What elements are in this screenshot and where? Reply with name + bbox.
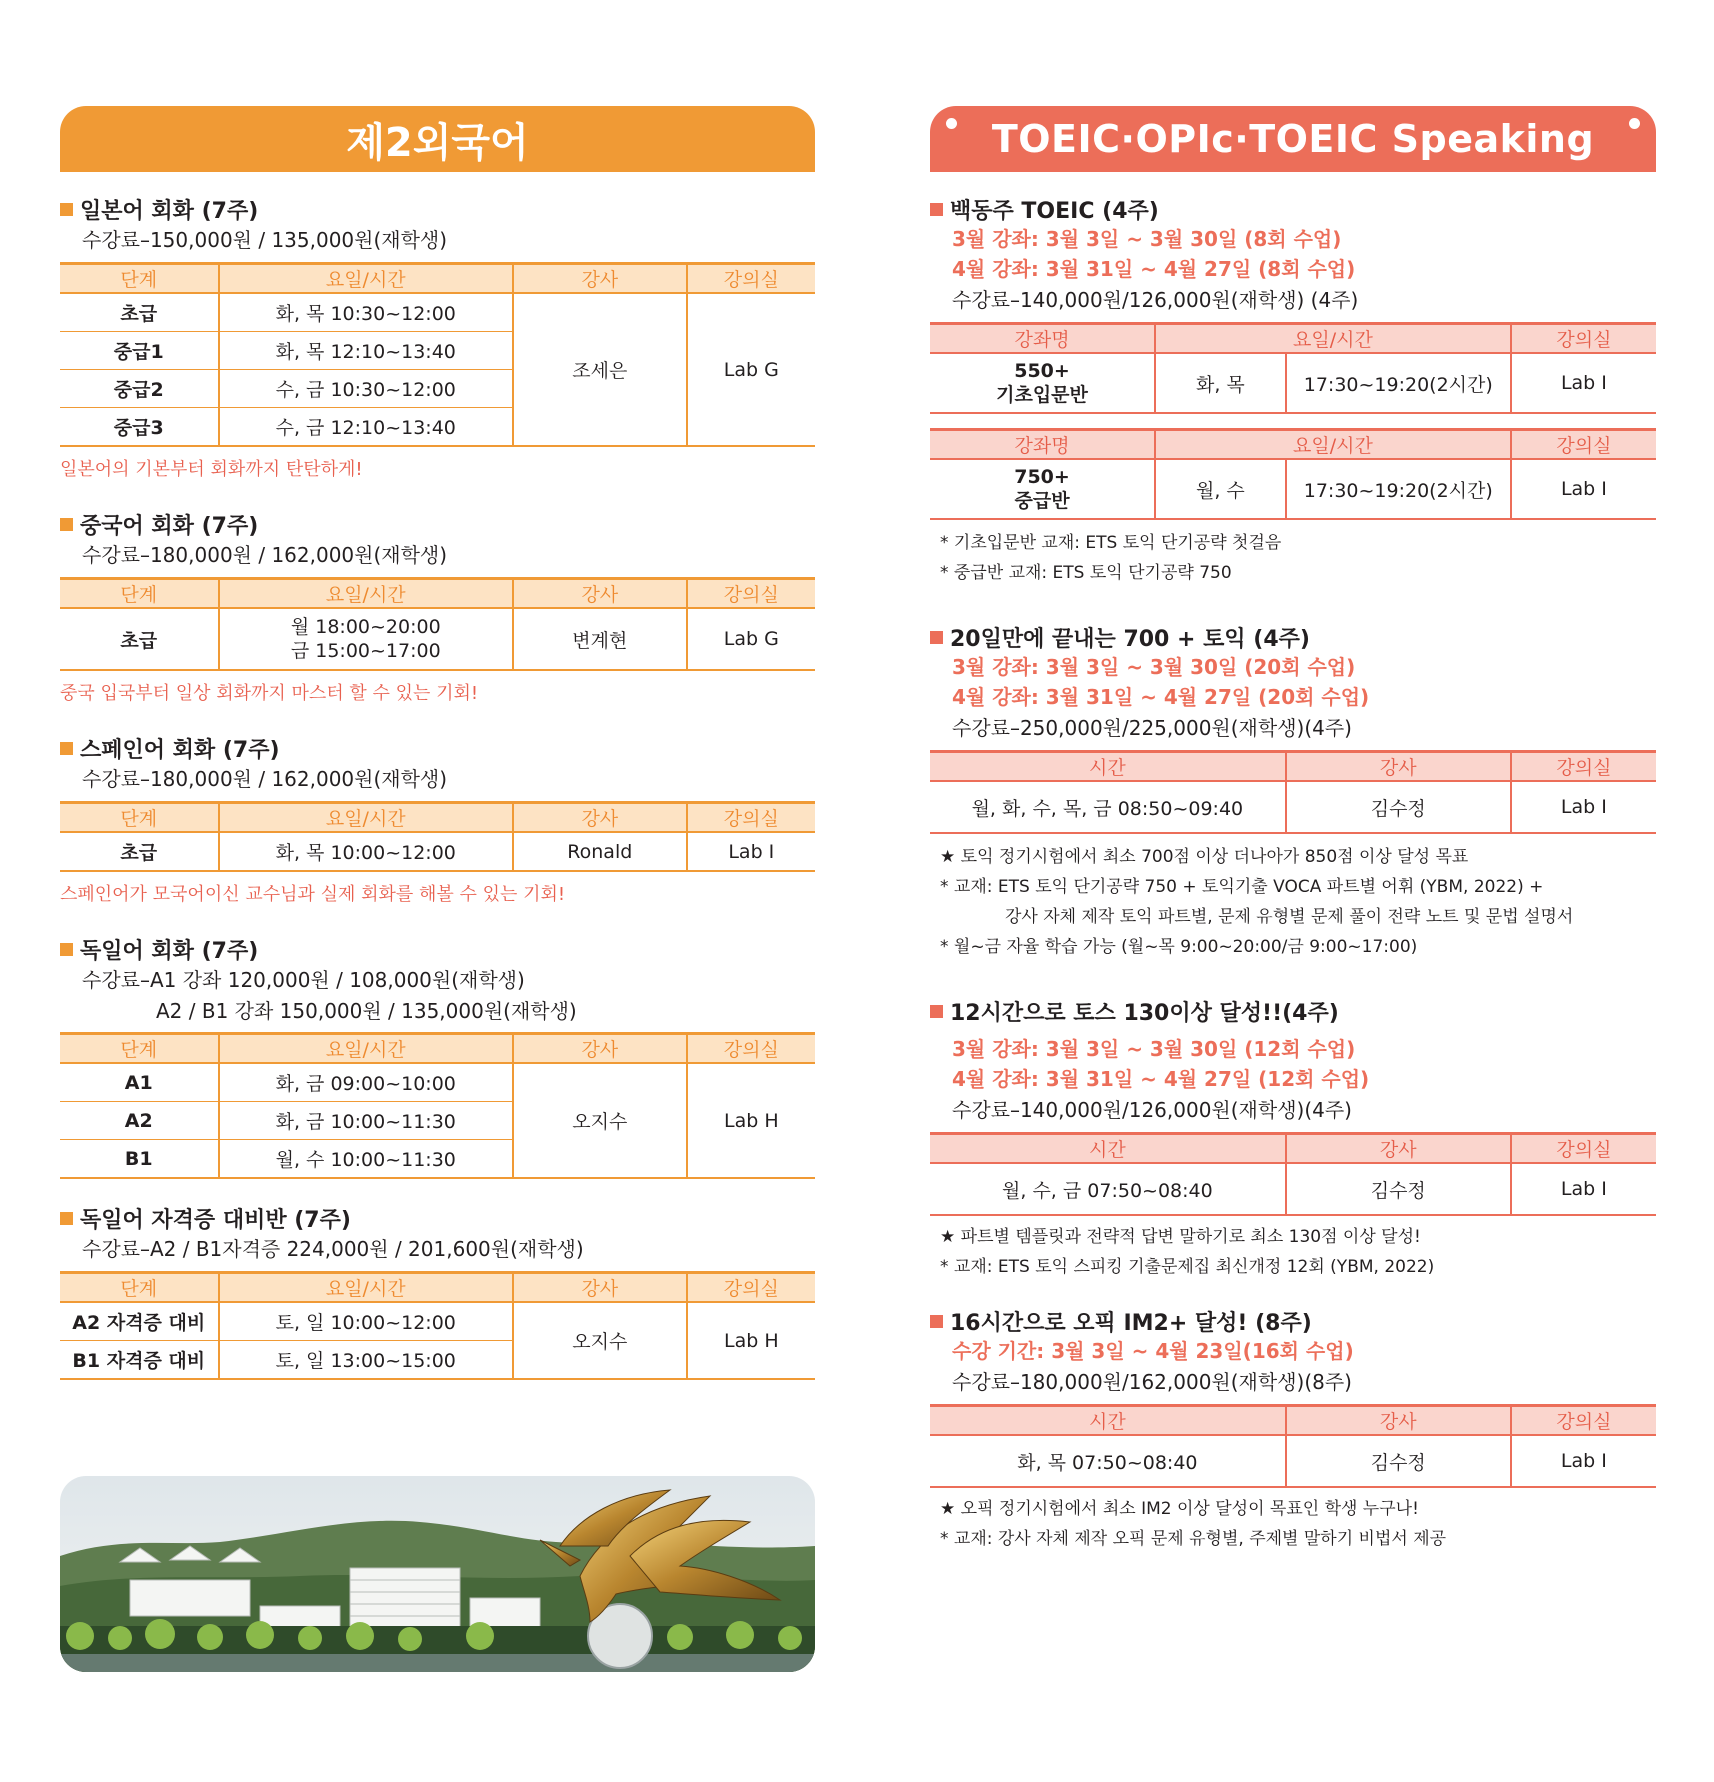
foreign-language-column bbox=[60, 106, 815, 1380]
col-header: 강사 bbox=[513, 803, 687, 833]
col-header: 강의실 bbox=[687, 264, 815, 294]
toeic700-section bbox=[930, 622, 1656, 962]
note-text: * 교재: 강사 자체 제작 오픽 문제 유형별, 주제별 말하기 비법서 제공 bbox=[940, 1529, 1447, 1549]
room-cell: Lab I bbox=[687, 832, 815, 871]
col-header: 요일/시간 bbox=[219, 1034, 513, 1064]
col-header: 강사 bbox=[513, 1034, 687, 1064]
table-row bbox=[60, 1063, 815, 1102]
section-title: 스페인어 회화 (7주) bbox=[80, 737, 280, 763]
col-header: 강의실 bbox=[1511, 1134, 1656, 1164]
time-cell: 토, 일 10:00~12:00 bbox=[219, 1302, 513, 1341]
time-line: 금 15:00~17:00 bbox=[290, 640, 441, 662]
table-row bbox=[60, 608, 815, 670]
campus-photo bbox=[60, 1476, 815, 1672]
course-name: 750+ bbox=[1014, 466, 1070, 488]
table-row bbox=[930, 353, 1656, 413]
note-text: ★ 오픽 정기시험에서 최소 IM2 이상 달성이 목표인 학생 누구나! bbox=[940, 1499, 1419, 1519]
teacher-cell: 조세은 bbox=[513, 293, 687, 446]
level-cell: 중급3 bbox=[60, 408, 219, 447]
chinese-section bbox=[60, 509, 815, 705]
table-row bbox=[930, 1435, 1656, 1487]
bullet-square-icon bbox=[60, 742, 73, 755]
course-name: 기초입문반 bbox=[996, 384, 1088, 406]
bullet-square-icon bbox=[60, 203, 73, 216]
teacher-cell: 김수정 bbox=[1286, 1163, 1511, 1215]
col-header: 강의실 bbox=[1511, 752, 1656, 782]
room-cell: Lab I bbox=[1511, 1163, 1656, 1215]
teacher-cell: 오지수 bbox=[513, 1302, 687, 1379]
time-cell: 토, 일 13:00~15:00 bbox=[219, 1341, 513, 1380]
course-name: 550+ bbox=[1014, 360, 1070, 382]
german-cert-table bbox=[60, 1271, 815, 1380]
banner-dot-icon bbox=[946, 118, 957, 129]
table-row bbox=[930, 1163, 1656, 1215]
days-cell: 화, 목 bbox=[1155, 353, 1286, 413]
toeic-table-intermediate bbox=[930, 428, 1656, 520]
section-title: 독일어 회화 (7주) bbox=[80, 938, 259, 964]
bullet-square-icon bbox=[930, 631, 943, 644]
toeic-section bbox=[930, 194, 1656, 588]
col-header: 요일/시간 bbox=[219, 1273, 513, 1303]
table-row bbox=[60, 293, 815, 332]
room-cell: Lab G bbox=[687, 608, 815, 670]
col-header: 요일/시간 bbox=[219, 264, 513, 294]
level-cell: A2 bbox=[60, 1102, 219, 1140]
level-cell: 중급2 bbox=[60, 370, 219, 408]
time-cell: 17:30~19:20(2시간) bbox=[1286, 459, 1511, 519]
toeic-speaking-section bbox=[930, 996, 1656, 1282]
spanish-section bbox=[60, 733, 815, 906]
course-name: 중급반 bbox=[1014, 490, 1070, 512]
section-title: 중국어 회화 (7주) bbox=[80, 513, 259, 539]
spanish-table bbox=[60, 801, 815, 872]
toeic700-table bbox=[930, 750, 1656, 834]
col-header: 요일/시간 bbox=[219, 803, 513, 833]
japanese-section bbox=[60, 194, 815, 481]
col-header: 단계 bbox=[60, 1034, 219, 1064]
fee-text: 수강료–A1 강좌 120,000원 / 108,000원(재학생) bbox=[82, 968, 525, 992]
level-cell: 초급 bbox=[60, 293, 219, 332]
time-cell: 화, 목 10:00~12:00 bbox=[219, 832, 513, 871]
bullet-square-icon bbox=[930, 203, 943, 216]
time-cell: 월, 화, 수, 목, 금 08:50~09:40 bbox=[930, 781, 1286, 833]
col-header: 강의실 bbox=[687, 1273, 815, 1303]
bullet-square-icon bbox=[930, 1315, 943, 1328]
german-section bbox=[60, 934, 815, 1179]
col-header: 단계 bbox=[60, 579, 219, 609]
bullet-square-icon bbox=[930, 1005, 943, 1018]
col-header: 시간 bbox=[930, 1134, 1286, 1164]
teacher-cell: 김수정 bbox=[1286, 781, 1511, 833]
col-header: 시간 bbox=[930, 1406, 1286, 1436]
schedule-text: 3월 강좌: 3월 3일 ~ 3월 30일 (20회 수업) bbox=[952, 655, 1356, 679]
table-row bbox=[60, 1302, 815, 1341]
time-cell: 화, 목 10:30~12:00 bbox=[219, 293, 513, 332]
german-table bbox=[60, 1032, 815, 1179]
table-row bbox=[930, 781, 1656, 833]
time-cell bbox=[219, 608, 513, 670]
opic-table bbox=[930, 1404, 1656, 1488]
room-cell: Lab H bbox=[687, 1063, 815, 1178]
bullet-square-icon bbox=[60, 1212, 73, 1225]
teacher-cell: Ronald bbox=[513, 832, 687, 871]
col-header: 강좌명 bbox=[930, 430, 1155, 460]
col-header: 강의실 bbox=[1511, 1406, 1656, 1436]
foreign-language-banner bbox=[60, 106, 815, 172]
section-note: 중국 입국부터 일상 회화까지 마스터 할 수 있는 기회! bbox=[60, 683, 479, 704]
level-cell: A1 bbox=[60, 1063, 219, 1102]
days-cell: 월, 수 bbox=[1155, 459, 1286, 519]
teacher-cell: 김수정 bbox=[1286, 1435, 1511, 1487]
note-text: * 교재: ETS 토익 스피킹 기출문제집 최신개정 12회 (YBM, 2022) bbox=[940, 1257, 1435, 1277]
section-note: 스페인어가 모국어이신 교수님과 실제 회화를 해볼 수 있는 기회! bbox=[60, 884, 566, 905]
time-cell: 화, 금 09:00~10:00 bbox=[219, 1063, 513, 1102]
schedule-text: 4월 강좌: 3월 31일 ~ 4월 27일 (12회 수업) bbox=[952, 1067, 1370, 1091]
schedule-text: 3월 강좌: 3월 3일 ~ 3월 30일 (12회 수업) bbox=[952, 1037, 1356, 1061]
note-text: * 중급반 교재: ETS 토익 단기공략 750 bbox=[940, 563, 1232, 583]
col-header: 강사 bbox=[1286, 1406, 1511, 1436]
level-cell: A2 자격증 대비 bbox=[60, 1302, 219, 1341]
time-cell: 화, 목 07:50~08:40 bbox=[930, 1435, 1286, 1487]
level-cell: B1 bbox=[60, 1140, 219, 1179]
schedule-text: 4월 강좌: 3월 31일 ~ 4월 27일 (20회 수업) bbox=[952, 685, 1370, 709]
japanese-table bbox=[60, 262, 815, 447]
section-note: 일본어의 기본부터 회화까지 탄탄하게! bbox=[60, 459, 363, 480]
fee-text: A2 / B1 강좌 150,000원 / 135,000원(재학생) bbox=[156, 999, 577, 1023]
section-title: 독일어 자격증 대비반 (7주) bbox=[80, 1207, 351, 1233]
banner-dot-icon bbox=[1629, 118, 1640, 129]
col-header: 강의실 bbox=[687, 579, 815, 609]
col-header: 강의실 bbox=[687, 803, 815, 833]
time-cell: 수, 금 12:10~13:40 bbox=[219, 408, 513, 447]
note-text: * 교재: ETS 토익 단기공략 750 + 토익기출 VOCA 파트별 어휘 (YBM, 2022) + bbox=[940, 877, 1544, 897]
note-text: ★ 토익 정기시험에서 최소 700점 이상 더나아가 850점 이상 달성 목표 bbox=[940, 847, 1469, 867]
col-header: 강사 bbox=[513, 579, 687, 609]
fee-text: 수강료–140,000원/126,000원(재학생) (4주) bbox=[952, 288, 1359, 312]
room-cell: Lab I bbox=[1511, 353, 1656, 413]
fee-text: 수강료–150,000원 / 135,000원(재학생) bbox=[82, 228, 448, 252]
fee-text: 수강료–250,000원/225,000원(재학생)(4주) bbox=[952, 716, 1352, 740]
room-cell: Lab I bbox=[1511, 1435, 1656, 1487]
bullet-square-icon bbox=[60, 518, 73, 531]
fee-text: 수강료–A2 / B1자격증 224,000원 / 201,600원(재학생) bbox=[82, 1237, 584, 1261]
toeic-speaking-table bbox=[930, 1132, 1656, 1216]
section-title: 12시간으로 토스 130이상 달성!!(4주) bbox=[950, 1000, 1339, 1026]
time-cell: 수, 금 10:30~12:00 bbox=[219, 370, 513, 408]
col-header: 강사 bbox=[513, 264, 687, 294]
fee-text: 수강료–140,000원/126,000원(재학생)(4주) bbox=[952, 1098, 1352, 1122]
section-title: 일본어 회화 (7주) bbox=[80, 198, 259, 224]
table-row bbox=[930, 459, 1656, 519]
section-title: 16시간으로 오픽 IM2+ 달성! (8주) bbox=[950, 1310, 1312, 1336]
level-cell: B1 자격증 대비 bbox=[60, 1341, 219, 1380]
col-header: 강좌명 bbox=[930, 324, 1155, 354]
room-cell: Lab I bbox=[1511, 459, 1656, 519]
toeic-column bbox=[930, 106, 1656, 1554]
note-text: * 기초입문반 교재: ETS 토익 단기공략 첫걸음 bbox=[940, 533, 1282, 553]
col-header: 요일/시간 bbox=[1155, 324, 1511, 354]
level-cell: 초급 bbox=[60, 608, 219, 670]
level-cell: 중급1 bbox=[60, 332, 219, 370]
opic-section bbox=[930, 1306, 1656, 1554]
banner-title: TOEIC·OPIc·TOEIC Speaking bbox=[991, 117, 1595, 161]
col-header: 단계 bbox=[60, 1273, 219, 1303]
time-line: 월 18:00~20:00 bbox=[290, 616, 441, 638]
col-header: 강사 bbox=[1286, 1134, 1511, 1164]
time-cell: 월, 수 10:00~11:30 bbox=[219, 1140, 513, 1179]
col-header: 단계 bbox=[60, 264, 219, 294]
time-cell: 화, 금 10:00~11:30 bbox=[219, 1102, 513, 1140]
teacher-cell: 오지수 bbox=[513, 1063, 687, 1178]
room-cell: Lab H bbox=[687, 1302, 815, 1379]
chinese-table bbox=[60, 577, 815, 671]
teacher-cell: 변계현 bbox=[513, 608, 687, 670]
toeic-table-basic bbox=[930, 322, 1656, 414]
time-cell: 화, 목 12:10~13:40 bbox=[219, 332, 513, 370]
fee-text: 수강료–180,000원/162,000원(재학생)(8주) bbox=[952, 1370, 1352, 1394]
schedule-text: 4월 강좌: 3월 31일 ~ 4월 27일 (8회 수업) bbox=[952, 257, 1356, 281]
banner-title: 제2외국어 bbox=[346, 119, 529, 166]
col-header: 강의실 bbox=[1511, 430, 1656, 460]
col-header: 단계 bbox=[60, 803, 219, 833]
bullet-square-icon bbox=[60, 943, 73, 956]
room-cell: Lab I bbox=[1511, 781, 1656, 833]
section-title: 20일만에 끝내는 700 + 토익 (4주) bbox=[950, 626, 1310, 652]
note-text: 강사 자체 제작 토익 파트별, 문제 유형별 문제 풀이 전략 노트 및 문법 설명서 bbox=[1005, 907, 1574, 927]
level-cell: 초급 bbox=[60, 832, 219, 871]
course-cell bbox=[930, 353, 1155, 413]
note-text: ★ 파트별 템플릿과 전략적 답변 말하기로 최소 130점 이상 달성! bbox=[940, 1227, 1421, 1247]
col-header: 요일/시간 bbox=[219, 579, 513, 609]
col-header: 강사 bbox=[1286, 752, 1511, 782]
table-row bbox=[60, 832, 815, 871]
fee-text: 수강료–180,000원 / 162,000원(재학생) bbox=[82, 767, 448, 791]
col-header: 강의실 bbox=[1511, 324, 1656, 354]
schedule-text: 3월 강좌: 3월 3일 ~ 3월 30일 (8회 수업) bbox=[952, 227, 1342, 251]
campus-illustration bbox=[60, 1476, 815, 1672]
fee-text: 수강료–180,000원 / 162,000원(재학생) bbox=[82, 543, 448, 567]
time-cell: 17:30~19:20(2시간) bbox=[1286, 353, 1511, 413]
german-cert-section bbox=[60, 1203, 815, 1380]
col-header: 강사 bbox=[513, 1273, 687, 1303]
col-header: 시간 bbox=[930, 752, 1286, 782]
note-text: * 월~금 자율 학습 가능 (월~목 9:00~20:00/금 9:00~17:00) bbox=[940, 937, 1418, 957]
col-header: 요일/시간 bbox=[1155, 430, 1511, 460]
time-cell: 월, 수, 금 07:50~08:40 bbox=[930, 1163, 1286, 1215]
schedule-text: 수강 기간: 3월 3일 ~ 4월 23일(16회 수업) bbox=[952, 1339, 1354, 1363]
toeic-banner bbox=[930, 106, 1656, 172]
section-title: 백동주 TOEIC (4주) bbox=[950, 198, 1159, 224]
room-cell: Lab G bbox=[687, 293, 815, 446]
course-cell bbox=[930, 459, 1155, 519]
col-header: 강의실 bbox=[687, 1034, 815, 1064]
